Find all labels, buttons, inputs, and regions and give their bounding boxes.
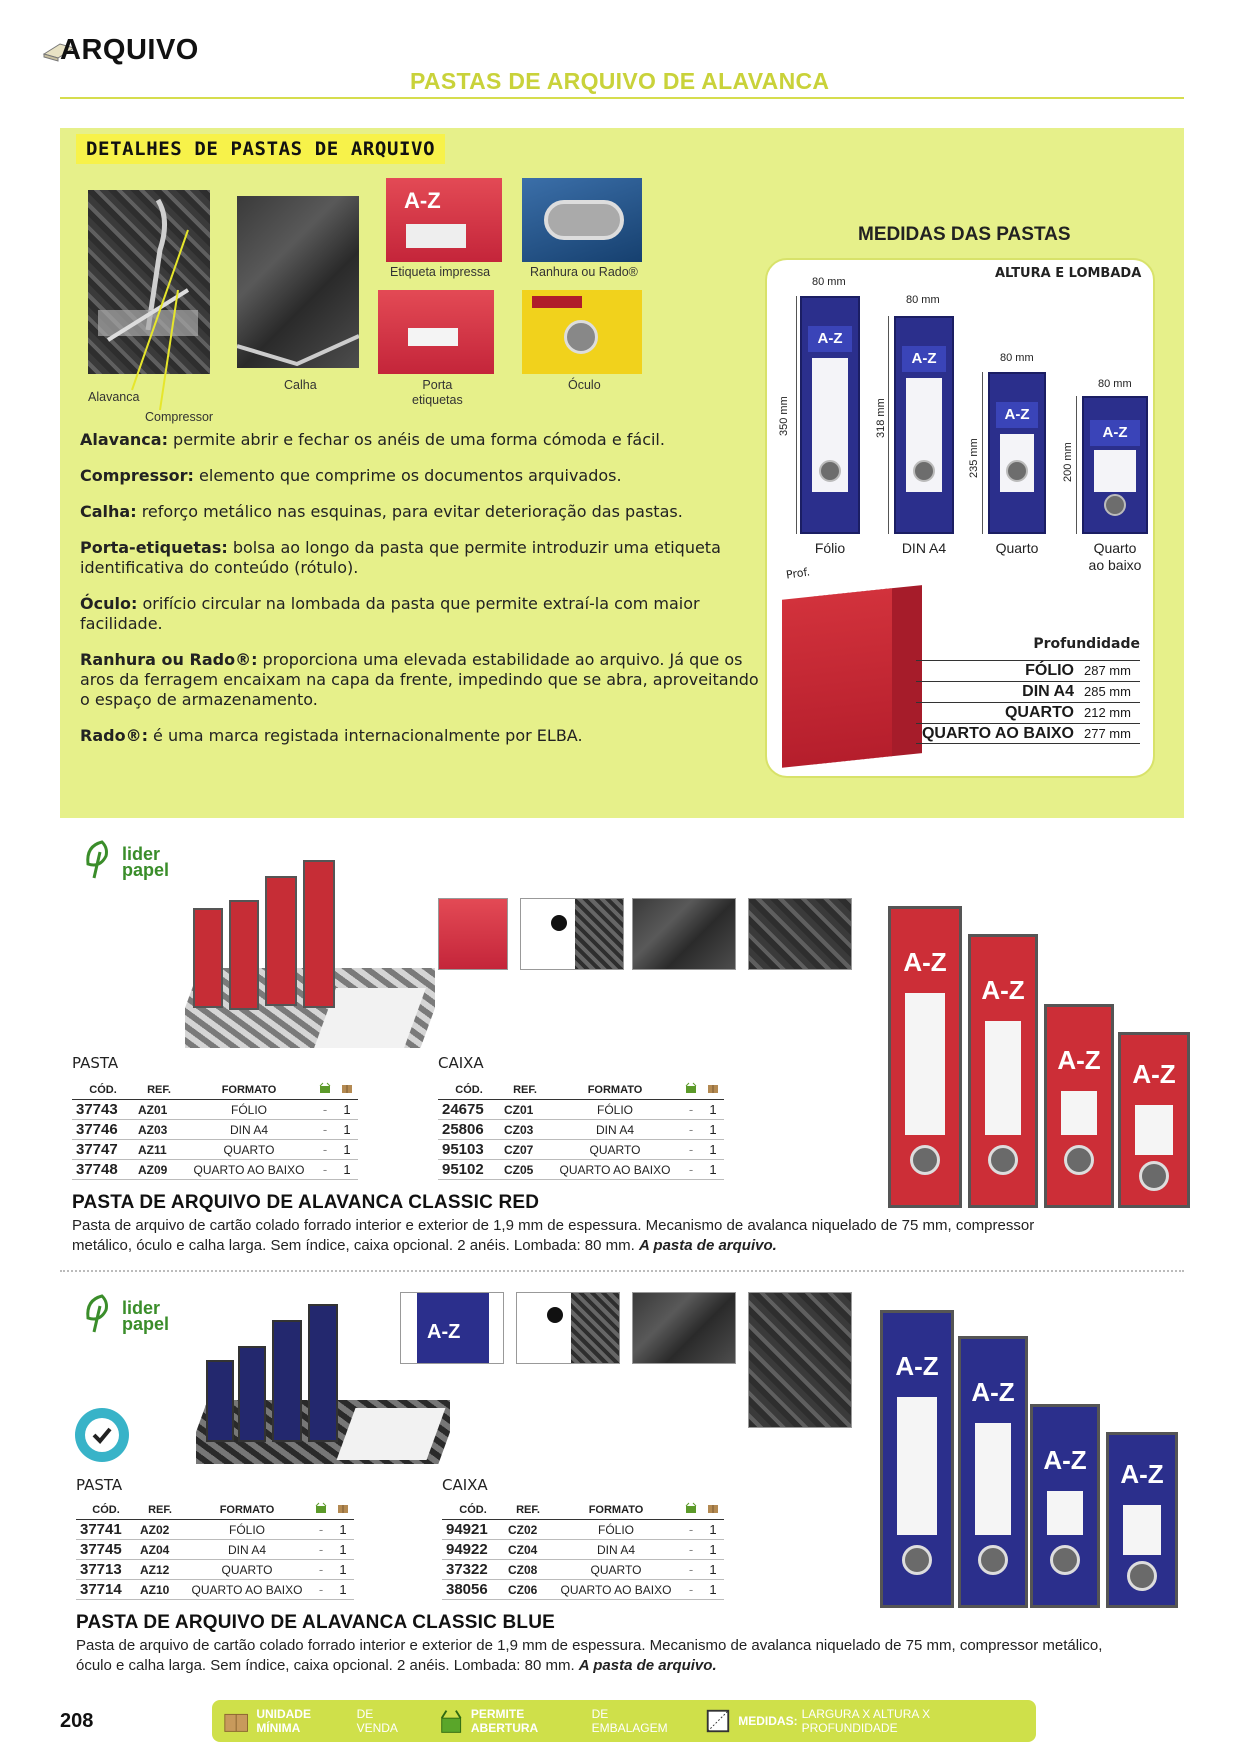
page-title: PASTAS DE ARQUIVO DE ALAVANCA [410, 68, 830, 94]
depth-row: DIN A4 285 mm [916, 681, 1140, 702]
red-binder-quarto-ao-baixo: A-Z [1118, 1032, 1190, 1208]
section-divider [60, 1270, 1184, 1272]
red-binder-din-a4: A-Z [968, 934, 1038, 1208]
definition-rado: Rado®: é uma marca registada internacionalmente por ELBA. [80, 726, 583, 745]
table-row: 94922 CZ04 DIN A4 - 1 [442, 1540, 724, 1560]
caption-porta: Porta etiquetas [412, 378, 463, 407]
ranhura-photo [522, 178, 642, 262]
az-label: A-Z [404, 188, 441, 213]
legend-minimum-unit: UNIDADE MÍNIMA DE VENDA [222, 1706, 415, 1736]
pasta-label: PASTA [76, 1476, 123, 1494]
red-binder-quarto: A-Z [1044, 1004, 1114, 1208]
definition-alavanca: Alavanca: permite abrir e fechar os anéis de uma forma cómoda e fácil. [80, 430, 665, 449]
printed-label-photo [386, 178, 502, 262]
depth-table [916, 636, 1140, 744]
thumb-calha [632, 898, 736, 970]
caixa-label: CAIXA [442, 1476, 488, 1494]
depth-row: FÓLIO 287 mm [916, 660, 1140, 681]
product-description-blue: Pasta de arquivo de cartão colado forrado interior e exterior de 1,9 mm de espessura. Mecanismo de avalanca niquelado de 75 mm, compressor metálico, óculo e calha larga. Sem índice, caixa opcional. 2 anéis. Lombada: 80 mm. A pasta de arquivo. [76, 1637, 1103, 1674]
classic-red-product-photo [185, 848, 435, 1056]
depth-header: Profundidade [1033, 636, 1140, 652]
blue-binder-quarto-ao-baixo: A-Z [1106, 1432, 1178, 1608]
caption-compressor: Compressor [145, 410, 214, 424]
open-box-icon [319, 1082, 331, 1094]
az-label: A-Z [427, 1321, 461, 1343]
certification-badge-icon [75, 1408, 129, 1462]
binder-width-label: 80 mm [1098, 378, 1132, 390]
definition-porta-etiquetas: Porta-etiquetas: bolsa ao longo da pasta que permite introduzir uma etiqueta identificativa do conteúdo (rótulo). [80, 538, 721, 577]
caption-ranhura: Ranhura ou Rado® [530, 265, 638, 279]
open-box-icon [685, 1082, 697, 1094]
heading-divider [60, 97, 1184, 99]
blue-binder-din-a4: A-Z [958, 1336, 1028, 1608]
binder-name: Fólio [814, 540, 846, 556]
caption-etiqueta: Etiqueta impressa [390, 265, 491, 279]
binder-height-label: 200 mm [1062, 442, 1074, 482]
box-icon [707, 1082, 719, 1094]
measures-title: MEDIDAS DAS PASTAS [858, 224, 1071, 245]
product-title-blue: PASTA DE ARQUIVO DE ALAVANCA CLASSIC BLUE [76, 1612, 555, 1633]
oculo-photo [522, 290, 642, 374]
label-pocket-photo [378, 290, 494, 374]
caption-calha: Calha [284, 378, 317, 392]
pasta-table: CÓD. REF. FORMATO 37741 AZ02 FÓLIO - 1 37745 AZ04 DIN A4 - 1 37713 AZ12 QUARTO - 1 37714 AZ10 QUARTO AO BAIXO - 1 [76, 1500, 354, 1600]
box-icon [222, 1706, 250, 1736]
table-row: 95102 CZ05 QUARTO AO BAIXO - 1 [438, 1160, 724, 1180]
caption-alavanca: Alavanca [88, 390, 140, 404]
thumb-mechanism [748, 1292, 852, 1428]
brand-logo: lider papel [82, 838, 182, 888]
binder-name: Quarto [995, 540, 1039, 556]
binder-name: DIN A4 [901, 540, 947, 556]
thumb-label [438, 898, 508, 970]
depth-row: QUARTO 212 mm [916, 702, 1140, 723]
product-title-red: PASTA DE ARQUIVO DE ALAVANCA CLASSIC RED [72, 1192, 540, 1213]
open-box-icon [315, 1502, 327, 1514]
box-icon [337, 1502, 349, 1514]
table-row: 37714 AZ10 QUARTO AO BAIXO - 1 [76, 1580, 354, 1600]
thumb-label [400, 1292, 504, 1364]
table-row: 37713 AZ12 QUARTO - 1 [76, 1560, 354, 1580]
box-icon [707, 1502, 719, 1514]
table-row: 25806 CZ03 DIN A4 - 1 [438, 1120, 724, 1140]
definition-ranhura: Ranhura ou Rado®: proporciona uma elevada estabilidade ao arquivo. Já que os aros da ferragem encaixam na capa da frente, impedindo que se abra, aproveitando o espaço de armazenamento. [80, 650, 759, 709]
binder-height-label: 350 mm [778, 396, 790, 436]
brand-logo: lider papel [82, 1292, 182, 1342]
binder-height-label: 318 mm [875, 398, 887, 438]
binder-width-label: 80 mm [906, 294, 940, 306]
thumb-calha [632, 1292, 736, 1364]
table-row: 37745 AZ04 DIN A4 - 1 [76, 1540, 354, 1560]
table-row: 38056 CZ06 QUARTO AO BAIXO - 1 [442, 1580, 724, 1600]
height-spine-label: ALTURA E LOMBADA [995, 266, 1142, 281]
thumb-oculo [520, 898, 624, 970]
caixa-label: CAIXA [438, 1054, 484, 1072]
table-row: 37743 AZ01 FÓLIO - 1 [72, 1100, 358, 1120]
legend-open-package: PERMITE ABERTURA DE EMBALAGEM [437, 1706, 683, 1736]
binder-width-label: 80 mm [812, 276, 846, 288]
legend-bar [212, 1700, 1036, 1742]
binder-folio: A-Z [800, 296, 860, 534]
table-row: 37746 AZ03 DIN A4 - 1 [72, 1120, 358, 1140]
binder-quarto: A-Z [988, 372, 1046, 534]
definition-calha: Calha: reforço metálico nas esquinas, para evitar deterioração das pastas. [80, 502, 683, 521]
table-row: 37741 AZ02 FÓLIO - 1 [76, 1520, 354, 1540]
product-description-red: Pasta de arquivo de cartão colado forrado interior e exterior de 1,9 mm de espessura. Mecanismo de avalanca niquelado de 75 mm, compressor metálico, óculo e calha larga. Sem índice, caixa opcional. 2 anéis. Lombada: 80 mm. A pasta de arquivo. [72, 1217, 1035, 1254]
calha-photo [237, 196, 359, 368]
binder-height-label: 235 mm [968, 438, 980, 478]
pasta-table: CÓD. REF. FORMATO 37743 AZ01 FÓLIO - 1 37746 AZ03 DIN A4 - 1 37747 AZ11 QUARTO - 1 37748 AZ09 QUARTO AO BAIXO - 1 [72, 1080, 358, 1180]
box-icon [341, 1082, 353, 1094]
section-title: ARQUIVO [60, 34, 199, 66]
binder-quarto-ao-baixo: A-Z [1082, 396, 1148, 534]
legend-dimensions: MEDIDAS: LARGURA X ALTURA X PROFUNDIDADE [704, 1706, 1014, 1736]
open-box-icon [685, 1502, 697, 1514]
caption-oculo: Óculo [568, 378, 601, 392]
depth-pointer-label: Prof. [785, 565, 811, 582]
definition-compressor: Compressor: elemento que comprime os documentos arquivados. [80, 466, 622, 485]
caixa-table: CÓD. REF. FORMATO 24675 CZ01 FÓLIO - 1 25806 CZ03 DIN A4 - 1 95103 CZ07 QUARTO - 1 95102 CZ05 QUARTO AO BAIXO - 1 [438, 1080, 724, 1180]
binder-name: Quarto ao baixo [1088, 540, 1142, 573]
pasta-label: PASTA [72, 1054, 119, 1072]
table-row: 37322 CZ08 QUARTO - 1 [442, 1560, 724, 1580]
caixa-table: CÓD. REF. FORMATO 94921 CZ02 FÓLIO - 1 94922 CZ04 DIN A4 - 1 37322 CZ08 QUARTO - 1 38056 CZ06 QUARTO AO BAIXO - 1 [442, 1500, 724, 1600]
definitions-list [80, 430, 760, 762]
leaf-icon [82, 838, 122, 880]
binder-din-a4: A-Z [894, 316, 954, 534]
blue-binder-folio: A-Z [880, 1310, 954, 1608]
table-row: 94921 CZ02 FÓLIO - 1 [442, 1520, 724, 1540]
table-row: 37748 AZ09 QUARTO AO BAIXO - 1 [72, 1160, 358, 1180]
thumb-mechanism [748, 898, 852, 970]
dimensions-icon [704, 1706, 732, 1736]
open-box-icon [437, 1706, 465, 1736]
table-row: 37747 AZ11 QUARTO - 1 [72, 1140, 358, 1160]
red-binder-folio: A-Z [888, 906, 962, 1208]
blue-binder-quarto: A-Z [1030, 1404, 1100, 1608]
thumb-oculo [516, 1292, 620, 1364]
table-row: 24675 CZ01 FÓLIO - 1 [438, 1100, 724, 1120]
leaf-icon [82, 1292, 122, 1334]
definition-oculo: Óculo: orifício circular na lombada da pasta que permite extraí-la com maior facilidade. [80, 594, 700, 633]
depth-row: QUARTO AO BAIXO 277 mm [916, 723, 1140, 744]
page-number: 208 [60, 1710, 94, 1732]
binder-width-label: 80 mm [1000, 352, 1034, 364]
details-tag: DETALHES DE PASTAS DE ARQUIVO [76, 134, 445, 164]
table-row: 95103 CZ07 QUARTO - 1 [438, 1140, 724, 1160]
red-binder-side-photo [782, 588, 892, 768]
